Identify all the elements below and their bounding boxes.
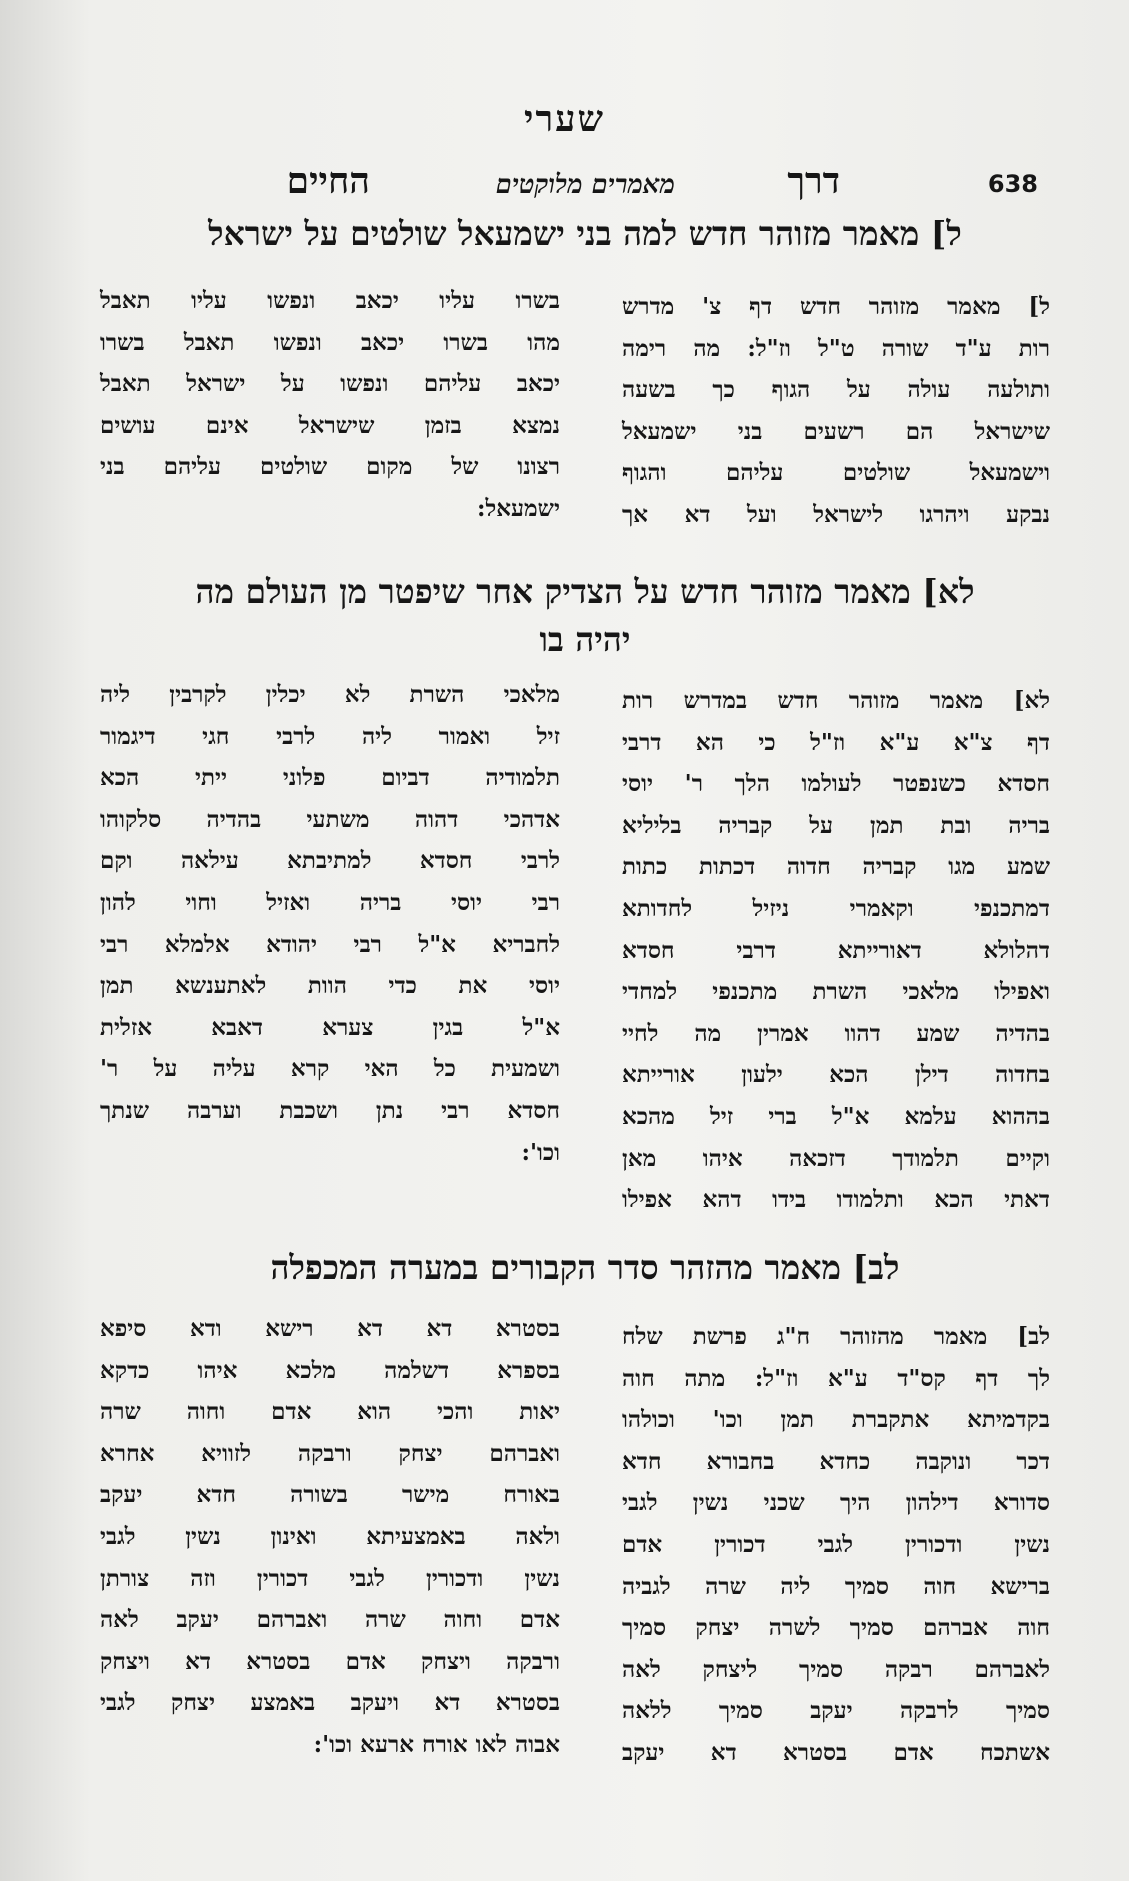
section-heading-lamed: ל] מאמר מזוהר חדש למה בני ישמעאל שולטים על ישראל: [208, 214, 962, 253]
section-lamed-bet-left-column: [100, 1308, 560, 1766]
text-line: ולאה באמצעיתא ואינון נשין לגבי: [100, 1522, 560, 1550]
section-heading-lamed-bet: לב] מאמר מהזהר סדר הקבורים במערה המכפלה: [270, 1248, 900, 1287]
section-lamed-left-column: [100, 280, 560, 530]
header-word-left: החיים: [286, 160, 370, 202]
text-line: וקיים תלמודך דזכאה איהו מאן: [622, 1144, 1050, 1172]
running-title: שערי: [524, 98, 605, 140]
text-line: רבי יוסי בריה ואזיל וחוי להון: [100, 888, 560, 916]
text-line: לא] מאמר מזוהר חדש במדרש רות: [622, 687, 1050, 714]
text-line: בספרא דשלמה מלכא איהו כדקא: [100, 1356, 560, 1384]
header-subtitle: מאמרים מלוקטים: [495, 170, 675, 200]
text-line: תלמודיה דביום פלוני ייתי הכא: [100, 764, 560, 792]
text-line: ישמעאל:: [477, 494, 560, 522]
text-line: נשין ודכורין לגבי דכורין אדם: [622, 1530, 1050, 1558]
text-line: נשין ודכורין לגבי דכורין וזה צורתן: [100, 1564, 560, 1592]
text-line: א"ל בגין צערא דאבא אזלית: [100, 1013, 560, 1041]
text-line: לרבי חסדא למתיבתא עילאה וקם: [100, 847, 560, 875]
heading-line: יהיה בו: [539, 620, 631, 659]
text-line: ורבקה ויצחק אדם בסטרא דא ויצחק: [100, 1647, 560, 1675]
text-line: ברישא חוה סמיך ליה שרה לגביה: [622, 1572, 1050, 1600]
text-line: מהו בשרו יכאב ונפשו תאבל בשרו: [100, 328, 560, 356]
text-line: ואפילו מלאכי השרת מתכנפי למחדי: [622, 978, 1050, 1006]
text-line: בסטרא דא ויעקב באמצע יצחק לגבי: [100, 1689, 560, 1717]
text-line: נבקע ויהרגו לישראל ועל דא אך: [622, 500, 1050, 528]
text-line: וישמעאל שולטים עליהם והגוף: [622, 459, 1050, 487]
text-line: יכאב עליהם ונפשו על ישראל תאבל: [100, 370, 560, 398]
text-line: זיל ואמור ליה לרבי חגי דיגמור: [100, 722, 560, 750]
text-line: סדורא דילהון היך שכני נשין לגבי: [622, 1489, 1050, 1517]
text-line: רות ע"ד שורה ט"ל וז"ל: מה רימה: [622, 334, 1050, 362]
section-lamed-alef-right-column: [622, 680, 1050, 1221]
text-line: לך דף קס"ד ע"א וז"ל: מתה חוה: [622, 1364, 1050, 1392]
text-line: חוה אברהם סמיך לשרה יצחק סמיך: [622, 1614, 1050, 1642]
text-line: בקדמיתא אתקברת תמן וכו' וכולהו: [622, 1406, 1050, 1434]
section-lamed-bet-right-column: [622, 1316, 1050, 1774]
section-heading-lamed-alef: [120, 568, 1050, 664]
text-line: חסדא רבי נתן ושכבת וערבה שנתך: [100, 1096, 560, 1124]
text-line: בשרו עליו יכאב ונפשו עליו תאבל: [100, 287, 560, 314]
text-line: בריה ובת תמן על קבריה בליליא: [622, 811, 1050, 839]
text-line: ותולעה עולה על הגוף כך בשעה: [622, 376, 1050, 404]
page-number: 638: [987, 170, 1038, 198]
text-line: ל] מאמר מזוהר חדש דף צ' מדרש: [622, 293, 1050, 320]
text-line: בההוא עלמא א"ל ברי זיל מהכא: [622, 1102, 1050, 1130]
text-line: שישראל הם רשעים בני ישמעאל: [622, 417, 1050, 445]
text-line: נמצא בזמן שישראל אינם עושים: [100, 411, 560, 439]
heading-line: לא] מאמר מזוהר חדש על הצדיק אחר שיפטר מן העולם מה: [195, 572, 975, 611]
text-line: אשתכח אדם בסטרא דא יעקב: [622, 1738, 1050, 1766]
section-lamed-right-column: [622, 286, 1050, 536]
text-line: מלאכי השרת לא יכלין לקרבין ליה: [100, 681, 560, 708]
text-line: ואברהם יצחק ורבקה לזוויא אחרא: [100, 1439, 560, 1467]
text-line: אבוה לאו אורח ארעא וכו':: [313, 1730, 560, 1758]
text-line: יאות והכי הוא אדם וחוה שרה: [100, 1398, 560, 1426]
text-line: דכר ונוקבה כחדא בחבורא חדא: [622, 1447, 1050, 1475]
text-line: בחדוה דילן הכא ילעון אורייתא: [622, 1061, 1050, 1089]
text-line: שמע מגו קבריה חדוה דכתות כתות: [622, 853, 1050, 881]
text-line: דף צ"א ע"א וז"ל כי הא דרבי: [622, 728, 1050, 756]
text-line: דמתכנפי וקאמרי ניזיל לחדותא: [622, 894, 1050, 922]
text-line: יוסי את כדי הוות לאתענשא תמן: [100, 972, 560, 1000]
text-line: בסטרא דא דא רישא ודא סיפא: [100, 1315, 560, 1342]
text-line: סמיך לרבקה יעקב סמיך ללאה: [622, 1697, 1050, 1725]
text-line: וכו':: [521, 1138, 560, 1166]
text-line: לאברהם רבקה סמיך ליצחק לאה: [622, 1655, 1050, 1683]
text-line: ושמעית כל האי קרא עליה על ר': [100, 1055, 560, 1083]
running-header: [150, 160, 1050, 206]
text-line: לחבריא א"ל רבי יהודא אלמלא רבי: [100, 930, 560, 958]
text-line: בהדיה שמע דהוו אמרין מה לחיי: [622, 1019, 1050, 1047]
text-line: באורח מישר בשורה חדא יעקב: [100, 1481, 560, 1509]
header-word-right: דרך: [787, 160, 840, 202]
section-lamed-alef-left-column: [100, 674, 560, 1173]
text-line: חסדא כשנפטר לעולמו הלך ר' יוסי: [622, 770, 1050, 798]
text-line: לב] מאמר מהזוהר ח"ג פרשת שלח: [622, 1323, 1050, 1350]
text-line: דאתי הכא ותלמודו בידו דהא אפילו: [622, 1186, 1050, 1214]
text-line: אדהכי דהוה משתעי בהדיה סלקוהו: [100, 805, 560, 833]
text-line: דהלולא דאורייתא דרבי חסדא: [622, 936, 1050, 964]
text-line: אדם וחוה שרה ואברהם יעקב לאה: [100, 1606, 560, 1634]
text-line: רצונו של מקום שולטים עליהם בני: [100, 453, 560, 481]
